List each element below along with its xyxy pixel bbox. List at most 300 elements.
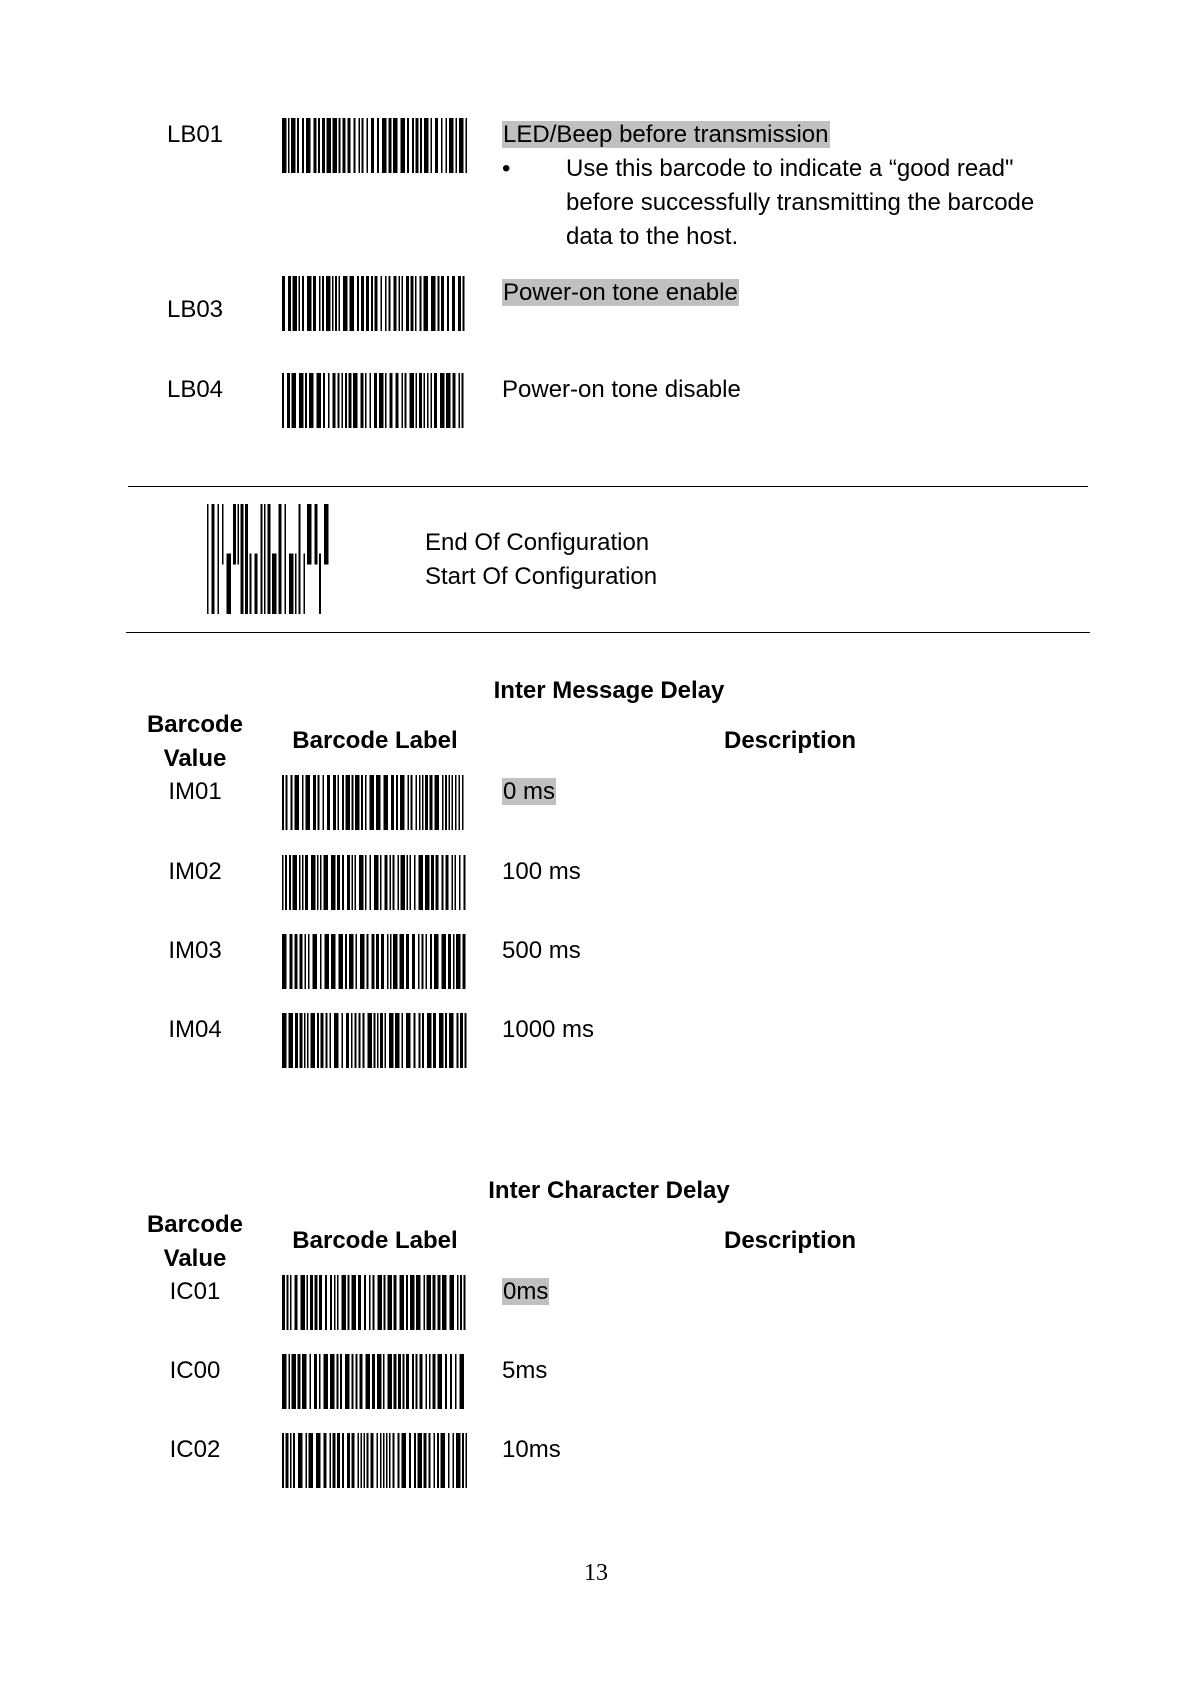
barcode-bar: [250, 554, 252, 615]
barcode-bar: [333, 373, 336, 428]
barcode-bar: [348, 1275, 350, 1330]
barcode-bar: [420, 276, 422, 331]
barcode-bar: [382, 118, 387, 173]
barcode-bar: [345, 934, 347, 989]
barcode-bar: [298, 1354, 301, 1409]
barcode-bar: [317, 1013, 319, 1068]
barcode-image: [282, 276, 468, 331]
barcode-bar: [272, 554, 277, 615]
barcode-bar: [337, 855, 340, 910]
barcode-bar: [289, 1013, 294, 1068]
barcode-bar: [456, 934, 461, 989]
barcode-bar: [445, 1013, 447, 1068]
barcode-bar: [422, 775, 424, 830]
description-text: 0ms: [503, 1278, 549, 1305]
barcode-bar: [380, 855, 382, 910]
barcode-bar: [367, 934, 369, 989]
barcode-bar: [371, 118, 374, 173]
header-barcode-label: Barcode Label: [292, 727, 458, 754]
barcode-bar: [389, 1013, 394, 1068]
barcode-bar: [327, 118, 332, 173]
barcode-bar: [316, 1433, 321, 1488]
barcode-bar: [376, 934, 379, 989]
barcode-bar: [355, 855, 357, 910]
barcode-bar: [418, 934, 420, 989]
barcode-bar: [288, 118, 290, 173]
barcode-bar: [398, 1354, 401, 1409]
barcode-bar: [441, 276, 444, 331]
barcode-bar: [324, 1354, 329, 1409]
barcode-bar: [430, 775, 433, 830]
barcode-value: IM01: [168, 778, 222, 805]
barcode-bar: [389, 1433, 391, 1488]
barcode-bar: [357, 276, 359, 331]
barcode-bar: [449, 118, 454, 173]
barcode-bar: [288, 276, 291, 331]
barcode-bar: [438, 1275, 441, 1330]
barcode-bar: [282, 775, 284, 830]
barcode-image: [282, 373, 468, 428]
barcode-bar: [429, 1354, 431, 1409]
barcode-bar: [416, 775, 418, 830]
config-line-end: End Of Configuration: [425, 529, 650, 556]
barcode-bar: [393, 1433, 395, 1488]
barcode-bar: [380, 1433, 382, 1488]
barcode-bar: [434, 934, 439, 989]
description-text: 500 ms: [502, 937, 581, 964]
barcode-bar: [424, 1275, 426, 1330]
barcode-bar: [398, 855, 400, 910]
barcode-bar: [334, 1275, 336, 1330]
barcode-bar: [218, 504, 220, 614]
barcode-bar: [466, 1433, 468, 1488]
barcode-bar: [456, 1433, 461, 1488]
barcode-bar: [419, 1013, 421, 1068]
barcode-bar: [405, 373, 407, 428]
barcode-bar: [418, 1433, 423, 1488]
barcode-bar: [289, 855, 291, 910]
barcode-bar: [390, 373, 393, 428]
note-line: data to the host.: [566, 223, 739, 250]
barcode-bar: [394, 276, 397, 331]
barcode-bar: [381, 276, 383, 331]
barcode-bar: [453, 934, 455, 989]
barcode-bar: [362, 118, 364, 173]
barcode-bar: [453, 1433, 455, 1488]
barcode-bar: [442, 855, 444, 910]
barcode-bar: [295, 934, 298, 989]
barcode-image: [282, 1275, 468, 1330]
barcode-bar: [347, 1433, 350, 1488]
barcode-bar: [207, 504, 209, 614]
barcode-bar: [353, 373, 358, 428]
barcode-bar: [433, 1354, 436, 1409]
barcode-bar: [414, 1013, 416, 1068]
barcode-bar: [385, 855, 388, 910]
barcode-bar: [343, 276, 348, 331]
barcode-bar: [313, 934, 318, 989]
barcode-bar: [431, 118, 433, 173]
barcode-bar: [304, 1013, 306, 1068]
barcode-bar: [291, 775, 293, 830]
barcode-bar: [255, 554, 258, 615]
barcode-bar: [416, 1275, 421, 1330]
barcode-bar: [304, 554, 306, 615]
barcode-bar: [282, 1354, 287, 1409]
barcode-bar: [320, 855, 322, 910]
barcode-bar: [460, 1275, 462, 1330]
barcode-bar: [395, 1013, 400, 1068]
barcode-bar: [326, 1013, 328, 1068]
barcode-bar: [425, 855, 430, 910]
barcode-bar: [390, 855, 392, 910]
barcode-bar: [378, 1275, 383, 1330]
barcode-bar: [343, 118, 346, 173]
barcode-bar: [436, 855, 439, 910]
barcode-bar: [377, 1433, 379, 1488]
barcode-bar: [460, 1013, 463, 1068]
barcode-bar: [457, 1275, 459, 1330]
barcode-bar: [447, 276, 449, 331]
barcode-bar: [307, 504, 312, 565]
barcode-bar: [377, 1013, 379, 1068]
barcode-bar: [393, 855, 395, 910]
barcode-bar: [406, 1354, 409, 1409]
barcode-bar: [377, 118, 379, 173]
barcode-bar: [446, 855, 449, 910]
barcode-bar: [391, 775, 394, 830]
barcode-bar: [402, 1013, 404, 1068]
barcode-bar: [359, 1013, 361, 1068]
barcode-bar: [360, 934, 365, 989]
barcode-bar: [299, 855, 301, 910]
barcode-bar: [319, 276, 321, 331]
barcode-bar: [297, 118, 299, 173]
barcode-bar: [388, 1275, 393, 1330]
barcode-bar: [466, 118, 468, 173]
barcode-bar: [337, 1275, 339, 1330]
barcode-bar: [345, 373, 347, 428]
barcode-bar: [419, 373, 422, 428]
barcode-bar: [282, 1275, 285, 1330]
barcode-bar: [306, 775, 311, 830]
barcode-bar: [459, 118, 464, 173]
barcode-bar: [459, 775, 461, 830]
barcode-bar: [227, 554, 232, 615]
description-text: 1000 ms: [502, 1016, 595, 1043]
barcode-bar: [377, 1354, 382, 1409]
barcode-bar: [355, 775, 360, 830]
barcode-bar: [450, 1354, 452, 1409]
barcode-image: [282, 775, 468, 830]
barcode-bar: [372, 934, 375, 989]
barcode-bar: [365, 855, 367, 910]
barcode-bar: [359, 118, 361, 173]
barcode-bar: [441, 118, 443, 173]
barcode-bar: [309, 373, 314, 428]
barcode-bar: [282, 373, 284, 428]
barcode-bar: [367, 1433, 369, 1488]
barcode-bar: [462, 1433, 464, 1488]
barcode-bar: [452, 276, 455, 331]
barcode-bar: [287, 1275, 289, 1330]
description-text: LED/Beep before transmission: [503, 121, 829, 148]
barcode-bar: [394, 1354, 397, 1409]
barcode-bar: [307, 276, 312, 331]
barcode-bar: [299, 504, 301, 614]
barcode-bar: [325, 1275, 327, 1330]
barcode-bar: [338, 775, 340, 830]
barcode-bar: [396, 373, 399, 428]
barcode-bar: [424, 276, 429, 331]
barcode-bar: [374, 855, 379, 910]
barcode-bar: [412, 934, 415, 989]
barcode-bar: [420, 118, 422, 173]
barcode-bar: [402, 1433, 407, 1488]
barcode-bar: [464, 855, 466, 910]
barcode-bar: [380, 1013, 383, 1068]
barcode-bar: [331, 934, 336, 989]
barcode-image: [282, 855, 468, 910]
header-barcode-value: Barcode: [146, 711, 244, 738]
barcode-bar: [299, 276, 301, 331]
barcode-bar: [367, 118, 369, 173]
barcode-bar: [338, 373, 340, 428]
barcode-bar: [291, 118, 296, 173]
barcode-bar: [264, 504, 266, 614]
barcode-bar: [323, 373, 325, 428]
barcode-bar: [347, 855, 350, 910]
barcode-bar: [332, 276, 334, 331]
barcode-value: LB01: [166, 121, 224, 148]
barcode-bar: [424, 118, 429, 173]
barcode-bar: [349, 934, 354, 989]
barcode-bar: [419, 855, 424, 910]
barcode-bar: [319, 1275, 322, 1330]
barcode-value: LB04: [166, 376, 224, 403]
barcode-bar: [434, 373, 437, 428]
barcode-bar: [399, 276, 401, 331]
barcode-bar: [282, 855, 284, 910]
barcode-bar: [364, 1275, 366, 1330]
barcode-bar: [427, 1275, 432, 1330]
barcode-bar: [448, 934, 451, 989]
barcode-bar: [325, 934, 330, 989]
barcode-bar: [308, 934, 310, 989]
barcode-bar: [317, 373, 322, 428]
barcode-bar: [238, 504, 240, 565]
barcode-bar: [463, 276, 465, 331]
barcode-bar: [342, 1433, 344, 1488]
barcode-bar: [342, 373, 344, 428]
barcode-bar: [371, 1433, 374, 1488]
barcode-bar: [324, 1433, 327, 1488]
barcode-image: [282, 118, 468, 173]
barcode-bar: [337, 1433, 340, 1488]
note-line: Use this barcode to indicate a “good read": [566, 155, 1014, 182]
barcode-bar: [459, 373, 461, 428]
barcode-bar: [356, 1354, 358, 1409]
barcode-bar: [361, 276, 364, 331]
barcode-bar: [302, 855, 304, 910]
barcode-bar: [285, 855, 287, 910]
barcode-value: IM04: [168, 1016, 222, 1043]
barcode-bar: [261, 504, 263, 614]
barcode-bar: [458, 276, 461, 331]
barcode-bar: [233, 504, 236, 565]
barcode-bar: [375, 276, 378, 331]
barcode-bar: [330, 1275, 332, 1330]
barcode-bar: [452, 775, 454, 830]
description-text: 5ms: [502, 1357, 548, 1384]
barcode-bar: [452, 855, 454, 910]
barcode-bar: [412, 1354, 414, 1409]
barcode-bar: [419, 775, 421, 830]
barcode-bar: [386, 1433, 388, 1488]
barcode-bar: [448, 1433, 450, 1488]
barcode-bar: [326, 276, 331, 331]
barcode-bar: [442, 934, 447, 989]
barcode-bar: [394, 1275, 397, 1330]
barcode-bar: [352, 855, 354, 910]
barcode-bar: [408, 775, 410, 830]
barcode-bar: [400, 1275, 405, 1330]
divider: [126, 632, 1090, 633]
barcode-bar: [330, 1433, 332, 1488]
barcode-bar: [313, 775, 316, 830]
description-text: Power-on tone enable: [503, 279, 738, 306]
barcode-bar: [400, 934, 405, 989]
barcode-bar: [390, 934, 392, 989]
barcode-bar: [366, 1354, 371, 1409]
section-title: Inter Character Delay: [488, 1177, 730, 1204]
barcode-bar: [363, 1013, 365, 1068]
barcode-bar: [384, 1275, 386, 1330]
barcode-bar: [374, 373, 377, 428]
barcode-bar: [282, 276, 285, 331]
barcode-bar: [212, 504, 215, 614]
barcode-bar: [400, 775, 405, 830]
barcode-bar: [431, 276, 436, 331]
description-text: 100 ms: [502, 858, 581, 885]
barcode-bar: [401, 118, 406, 173]
barcode-image: [282, 1354, 468, 1409]
barcode-bar: [315, 504, 318, 565]
barcode-bar: [372, 1354, 375, 1409]
barcode-bar: [305, 934, 307, 989]
barcode-image: [282, 1433, 468, 1488]
barcode-bar: [455, 775, 457, 830]
barcode-bar: [335, 276, 337, 331]
barcode-bar: [393, 118, 398, 173]
barcode-bar: [322, 276, 324, 331]
barcode-bar: [411, 775, 413, 830]
barcode-bar: [352, 1275, 357, 1330]
barcode-bar: [385, 373, 387, 428]
barcode-bar: [385, 276, 387, 331]
barcode-bar: [365, 373, 367, 428]
barcode-bar: [314, 118, 317, 173]
barcode-bar: [433, 1275, 436, 1330]
barcode-bar: [424, 373, 426, 428]
barcode-bar: [282, 1433, 284, 1488]
barcode-bar: [310, 1275, 313, 1330]
barcode-bar: [324, 504, 329, 565]
barcode-bar: [295, 1275, 298, 1330]
barcode-bar: [456, 118, 458, 173]
barcode-bar: [342, 775, 344, 830]
barcode-bar: [361, 373, 364, 428]
barcode-bar: [410, 1275, 415, 1330]
barcode-bar: [406, 934, 409, 989]
barcode-bar: [374, 1013, 376, 1068]
barcode-bar: [268, 504, 271, 614]
barcode-bar: [441, 1433, 446, 1488]
barcode-bar: [306, 118, 311, 173]
barcode-bar: [431, 855, 434, 910]
barcode-bar: [424, 1433, 427, 1488]
barcode-bar: [330, 1354, 335, 1409]
barcode-bar: [426, 1354, 428, 1409]
barcode-bar: [463, 934, 466, 989]
barcode-bar: [370, 775, 375, 830]
barcode-bar: [320, 934, 322, 989]
barcode-bar: [302, 276, 304, 331]
barcode-bar: [449, 1013, 454, 1068]
barcode-bar: [328, 373, 330, 428]
barcode-bar: [327, 775, 330, 830]
barcode-bar: [311, 1013, 316, 1068]
barcode-bar: [290, 1275, 292, 1330]
barcode-bar: [289, 554, 294, 615]
config-line-start: Start Of Configuration: [425, 563, 658, 590]
barcode-bar: [410, 855, 412, 910]
barcode-bar: [389, 118, 392, 173]
barcode-bar: [307, 1275, 309, 1330]
barcode-bar: [324, 855, 329, 910]
note-line: before successfully transmitting the barcode: [566, 189, 1035, 216]
barcode-bar: [360, 1354, 363, 1409]
barcode-bar: [330, 1013, 332, 1068]
header-barcode-value: Barcode: [146, 1211, 244, 1238]
barcode-value: LB03: [166, 296, 224, 323]
barcode-bar: [286, 775, 288, 830]
barcode-bar: [376, 775, 381, 830]
barcode-bar: [435, 118, 438, 173]
barcode-bar: [306, 1433, 308, 1488]
barcode-bar: [388, 1354, 393, 1409]
barcode-bar: [337, 1354, 339, 1409]
barcode-bar: [222, 504, 224, 565]
barcode-bar: [433, 1013, 436, 1068]
barcode-value: IM02: [168, 858, 222, 885]
barcode-bar: [350, 276, 355, 331]
barcode-bar: [442, 1275, 447, 1330]
barcode-bar: [379, 373, 384, 428]
divider: [128, 486, 1088, 487]
barcode-bar: [342, 1275, 347, 1330]
barcode-bar: [342, 855, 344, 910]
barcode-bar: [352, 775, 354, 830]
barcode-value: IM03: [168, 937, 222, 964]
section-title: Inter Message Delay: [493, 677, 725, 704]
barcode-bar: [333, 775, 336, 830]
barcode-bar: [361, 1433, 363, 1488]
barcode-bar: [409, 1433, 411, 1488]
barcode-bar: [366, 276, 369, 331]
header-barcode-label: Barcode Label: [292, 1227, 458, 1254]
barcode-bar: [358, 1275, 361, 1330]
